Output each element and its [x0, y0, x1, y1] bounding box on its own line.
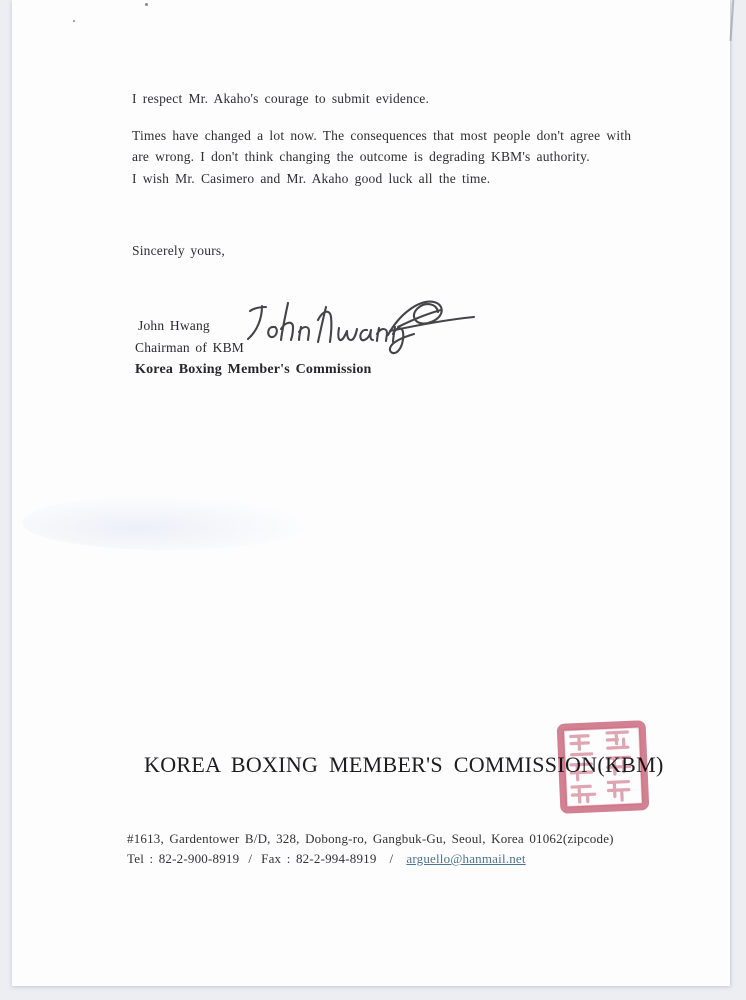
letterhead-address: #1613, Gardentower B/D, 328, Dobong-ro, Gangbuk-Gu, Seoul, Korea 01062(zipcode): [127, 831, 614, 846]
scan-edge-artifact: [729, 0, 734, 41]
letterhead-org-name: KOREA BOXING MEMBER'S COMMISSION(KBM): [144, 752, 664, 777]
handwritten-signature: [238, 293, 478, 355]
tel-entry: Tel : 82-2-900-8919: [127, 851, 240, 866]
letterhead-contact-line: [127, 851, 526, 867]
letter-body-line: Times have changed a lot now. The consequences that most people don't agree with: [132, 128, 632, 143]
separator-slash: /: [248, 851, 253, 866]
kbm-seal-stamp-icon: [554, 718, 652, 816]
letter-body-line: I respect Mr. Akaho's courage to submit evidence.: [132, 91, 430, 106]
separator-slash: /: [389, 851, 394, 866]
fax-entry: Fax : 82-2-994-8919: [261, 851, 377, 866]
letter-closing: Sincerely yours,: [132, 243, 225, 258]
scan-smudge: [22, 495, 312, 550]
signer-organization: Korea Boxing Member's Commission: [135, 362, 372, 377]
letter-body-line: are wrong. I don't think changing the outcome is degrading KBM's authority.: [132, 149, 590, 164]
signer-title: Chairman of KBM: [135, 340, 244, 355]
scan-speck: [145, 3, 148, 6]
scan-speck: [73, 20, 75, 22]
letter-body-line: I wish Mr. Casimero and Mr. Akaho good luck all the time.: [132, 171, 491, 186]
signer-name: John Hwang: [138, 318, 210, 333]
email-link[interactable]: arguello@hanmail.net: [406, 851, 526, 866]
